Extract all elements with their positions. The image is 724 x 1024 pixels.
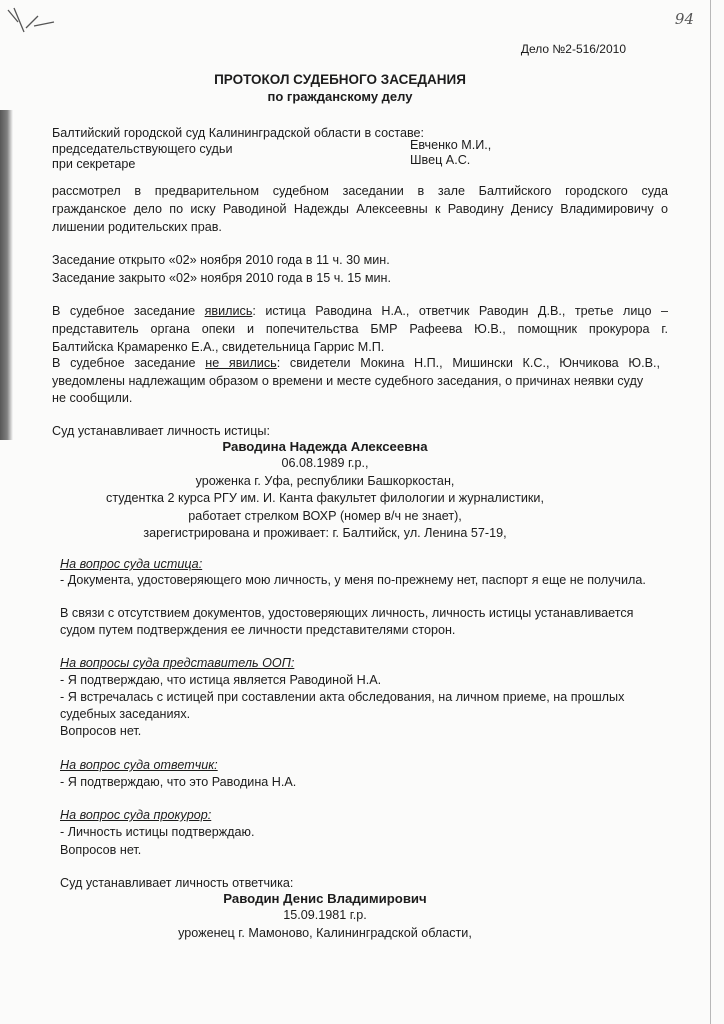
scan-edge-line: [710, 0, 711, 1024]
intro-line-2: гражданское дело по иску Раводиной Надежды Алексеевны к Раводину Денису Владимировичу о: [52, 202, 668, 216]
plaintiff-birthplace: уроженка г. Уфа, республики Башкоркостан,: [195, 474, 455, 488]
defendant-birthplace: уроженец г. Мамоново, Калининградской области,: [178, 926, 472, 940]
scan-shadow: [0, 110, 13, 440]
defendant-name: Раводин Денис Владимирович: [223, 891, 427, 906]
question-defendant-heading: На вопрос суда ответчик:: [60, 758, 218, 772]
question-plaintiff-answer: - Документа, удостоверяющего мою личность, у меня по-прежнему нет, паспорт я еще не получила.: [60, 573, 646, 587]
absent-line-2: уведомлены надлежащим образом о времени и месте судебного заседания, о причинах неявки суду: [52, 374, 644, 388]
appeared-line-3: Балтийска Крамаренко Е.А., свидетельница Гаррис М.П.: [52, 340, 385, 354]
question-prosecutor-end: Вопросов нет.: [60, 843, 142, 857]
no-docs-line-1: В связи с отсутствием документов, удостоверяющих личность, личность истицы устанавливается: [60, 606, 634, 620]
page-number: 94: [674, 10, 694, 28]
appeared-keyword: явились: [204, 304, 253, 318]
pencil-mark-icon: [4, 2, 60, 38]
plaintiff-intro: Суд устанавливает личность истицы:: [52, 424, 270, 438]
appeared-line-2: представитель органа опеки и попечительства БМР Рафеева Ю.В., помощник прокурора г.: [52, 322, 668, 336]
question-ooo-answer-1: - Я подтверждаю, что истица является Раводиной Н.А.: [60, 673, 382, 687]
question-prosecutor-answer: - Личность истицы подтверждаю.: [60, 825, 255, 839]
appeared-line-1: В судебное заседание явились: истица Раводина Н.А., ответчик Раводин Д.В., третье лицо –: [52, 304, 669, 318]
plaintiff-study: студентка 2 курса РГУ им. И. Канта факультет филологии и журналистики,: [106, 491, 544, 505]
question-ooo-answer-2: - Я встречалась с истицей при составлении акта обследования, на личном приеме, на прошлых: [60, 690, 625, 704]
question-ooo-answer-2b: судебных заседаниях.: [60, 707, 191, 721]
question-ooo-end: Вопросов нет.: [60, 724, 142, 738]
defendant-dob: 15.09.1981 г.р.: [283, 908, 367, 922]
presiding-label: председательствующего судьи: [52, 142, 233, 156]
plaintiff-work: работает стрелком ВОХР (номер в/ч не знает),: [188, 509, 462, 523]
document-subtitle: по гражданскому делу: [267, 89, 413, 104]
case-number: Дело №2-516/2010: [520, 42, 626, 56]
document-title: ПРОТОКОЛ СУДЕБНОГО ЗАСЕДАНИЯ: [214, 72, 466, 87]
secretary-label: при секретаре: [52, 157, 136, 171]
intro-line-1: рассмотрел в предварительном судебном заседании в зале Балтийского городского суда: [52, 184, 668, 198]
plaintiff-address: зарегистрирована и проживает: г. Балтийск, ул. Ленина 57-19,: [143, 526, 507, 540]
defendant-intro: Суд устанавливает личность ответчика:: [60, 876, 294, 890]
question-defendant-answer: - Я подтверждаю, что это Раводина Н.А.: [60, 775, 297, 789]
secretary-name: Швец А.С.: [410, 153, 471, 167]
court-line: Балтийский городской суд Калининградской области в составе:: [52, 126, 425, 140]
absent-line-3: не сообщили.: [52, 391, 133, 405]
question-prosecutor-heading: На вопрос суда прокурор:: [60, 808, 212, 822]
absent-keyword: не явились: [205, 356, 277, 370]
no-docs-line-2: судом путем подтверждения ее личности представителями сторон.: [60, 623, 456, 637]
question-ooo-heading: На вопросы суда представитель ООП:: [60, 656, 295, 670]
plaintiff-dob: 06.08.1989 г.р.,: [281, 456, 369, 470]
question-plaintiff-heading: На вопрос суда истица:: [60, 557, 203, 571]
intro-line-3: лишении родительских прав.: [52, 220, 222, 234]
presiding-name: Евченко М.И.,: [410, 138, 492, 152]
plaintiff-name: Раводина Надежда Алексеевна: [222, 439, 428, 454]
session-opened: Заседание открыто «02» ноября 2010 года в 11 ч. 30 мин.: [52, 253, 390, 267]
session-closed: Заседание закрыто «02» ноября 2010 года в 15 ч. 15 мин.: [52, 271, 391, 285]
absent-line-1: В судебное заседание не явились: свидетели Мокина Н.П., Мишински К.С., Юнчикова Ю.В.,: [52, 356, 661, 370]
